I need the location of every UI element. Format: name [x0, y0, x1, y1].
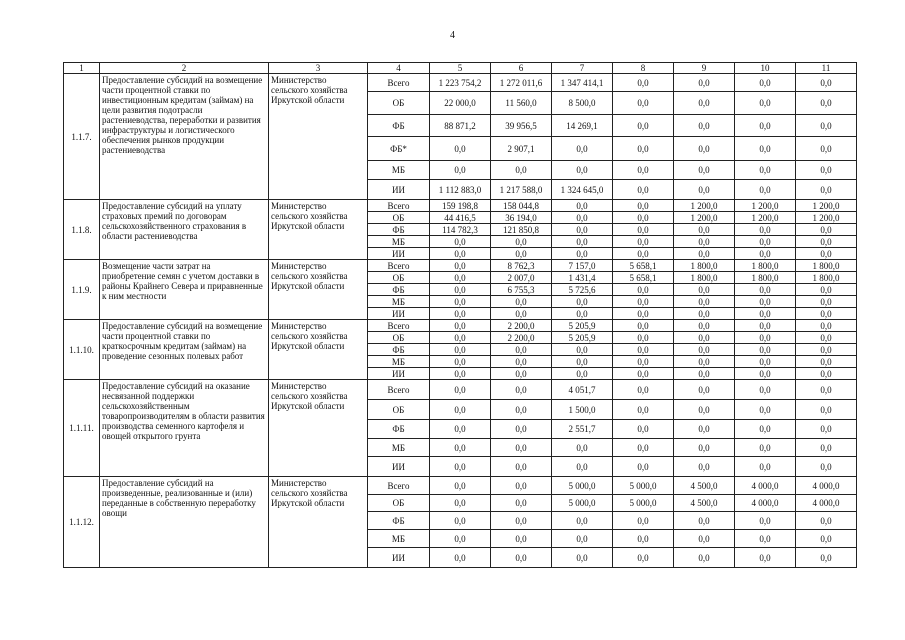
- amount-cell: 0,0: [796, 439, 857, 457]
- amount-cell: 0,0: [735, 92, 796, 115]
- amount-cell: 0,0: [491, 161, 552, 180]
- amount-cell: 0,0: [491, 420, 552, 439]
- amount-cell: 0,0: [430, 530, 491, 548]
- funding-source: ФБ: [368, 420, 430, 439]
- header-cell: 4: [368, 63, 430, 74]
- amount-cell: 0,0: [735, 380, 796, 400]
- amount-cell: 0,0: [613, 212, 674, 224]
- amount-cell: 1 217 588,0: [491, 180, 552, 200]
- responsible-org: Министерство сельского хозяйства Иркутской области: [269, 477, 368, 568]
- amount-cell: 0,0: [735, 356, 796, 368]
- amount-cell: 0,0: [430, 548, 491, 568]
- amount-cell: 0,0: [796, 332, 857, 344]
- amount-cell: 1 324 645,0: [552, 180, 613, 200]
- amount-cell: 0,0: [796, 284, 857, 296]
- amount-cell: 0,0: [430, 439, 491, 457]
- amount-cell: 0,0: [735, 368, 796, 380]
- amount-cell: 0,0: [796, 380, 857, 400]
- amount-cell: 5 725,6: [552, 284, 613, 296]
- amount-cell: 0,0: [613, 356, 674, 368]
- amount-cell: 1 272 011,6: [491, 74, 552, 92]
- amount-cell: 0,0: [674, 161, 735, 180]
- responsible-org: Министерство сельского хозяйства Иркутской области: [269, 320, 368, 380]
- amount-cell: 4 000,0: [796, 477, 857, 495]
- header-cell: 6: [491, 63, 552, 74]
- amount-cell: 0,0: [796, 224, 857, 236]
- amount-cell: 5 205,9: [552, 320, 613, 332]
- amount-cell: 8 762,3: [491, 260, 552, 272]
- amount-cell: 0,0: [430, 248, 491, 260]
- amount-cell: 0,0: [613, 236, 674, 248]
- amount-cell: 0,0: [491, 477, 552, 495]
- amount-cell: 0,0: [552, 457, 613, 477]
- header-row: [64, 63, 857, 74]
- funding-source: ИИ: [368, 308, 430, 320]
- amount-cell: 0,0: [430, 495, 491, 512]
- amount-cell: 22 000,0: [430, 92, 491, 115]
- amount-cell: 0,0: [674, 344, 735, 356]
- amount-cell: 114 782,3: [430, 224, 491, 236]
- amount-cell: 1 200,0: [796, 200, 857, 212]
- amount-cell: 7 157,0: [552, 260, 613, 272]
- funding-source: ОБ: [368, 495, 430, 512]
- table-row: [64, 74, 857, 92]
- responsible-org: Министерство сельского хозяйства Иркутской области: [269, 74, 368, 200]
- amount-cell: 0,0: [430, 296, 491, 308]
- amount-cell: 0,0: [613, 308, 674, 320]
- amount-cell: 44 416,5: [430, 212, 491, 224]
- amount-cell: 0,0: [796, 400, 857, 420]
- amount-cell: 0,0: [674, 296, 735, 308]
- item-number: 1.1.10.: [64, 320, 100, 380]
- amount-cell: 0,0: [613, 92, 674, 115]
- amount-cell: 0,0: [430, 477, 491, 495]
- amount-cell: 0,0: [491, 548, 552, 568]
- amount-cell: 5 000,0: [613, 477, 674, 495]
- amount-cell: 1 800,0: [796, 260, 857, 272]
- amount-cell: 0,0: [491, 236, 552, 248]
- responsible-org: Министерство сельского хозяйства Иркутской области: [269, 200, 368, 260]
- amount-cell: 0,0: [613, 457, 674, 477]
- amount-cell: 0,0: [491, 308, 552, 320]
- amount-cell: 0,0: [674, 74, 735, 92]
- amount-cell: 0,0: [674, 236, 735, 248]
- amount-cell: 0,0: [796, 137, 857, 161]
- header-cell: 8: [613, 63, 674, 74]
- measure-name: Предоставление субсидий на уплату страховых премий по договорам сельскохозяйственного страхования в области растениеводства: [100, 200, 269, 260]
- amount-cell: 0,0: [735, 420, 796, 439]
- amount-cell: 0,0: [735, 308, 796, 320]
- funding-source: ОБ: [368, 212, 430, 224]
- amount-cell: 0,0: [796, 530, 857, 548]
- amount-cell: 0,0: [735, 332, 796, 344]
- amount-cell: 0,0: [674, 180, 735, 200]
- amount-cell: 0,0: [613, 332, 674, 344]
- amount-cell: 2 200,0: [491, 320, 552, 332]
- amount-cell: 0,0: [613, 530, 674, 548]
- funding-source: МБ: [368, 439, 430, 457]
- amount-cell: 39 956,5: [491, 115, 552, 137]
- funding-source: МБ: [368, 296, 430, 308]
- amount-cell: 121 850,8: [491, 224, 552, 236]
- amount-cell: 0,0: [735, 115, 796, 137]
- amount-cell: 1 800,0: [796, 272, 857, 284]
- amount-cell: 0,0: [796, 115, 857, 137]
- amount-cell: 5 000,0: [552, 477, 613, 495]
- amount-cell: 1 200,0: [674, 200, 735, 212]
- funding-source: ФБ: [368, 512, 430, 530]
- amount-cell: 0,0: [491, 356, 552, 368]
- amount-cell: 0,0: [674, 439, 735, 457]
- amount-cell: 0,0: [674, 137, 735, 161]
- amount-cell: 0,0: [674, 92, 735, 115]
- funding-source: МБ: [368, 530, 430, 548]
- amount-cell: 159 198,8: [430, 200, 491, 212]
- amount-cell: 0,0: [552, 344, 613, 356]
- funding-source: Всего: [368, 74, 430, 92]
- amount-cell: 0,0: [613, 548, 674, 568]
- funding-source: ОБ: [368, 272, 430, 284]
- item-number: 1.1.11.: [64, 380, 100, 477]
- amount-cell: 0,0: [552, 236, 613, 248]
- amount-cell: 4 500,0: [674, 495, 735, 512]
- funding-source: ИИ: [368, 180, 430, 200]
- funding-source: ФБ*: [368, 137, 430, 161]
- amount-cell: 0,0: [796, 308, 857, 320]
- amount-cell: 0,0: [796, 180, 857, 200]
- amount-cell: 0,0: [796, 457, 857, 477]
- amount-cell: 0,0: [674, 248, 735, 260]
- amount-cell: 5 000,0: [552, 495, 613, 512]
- amount-cell: 0,0: [613, 180, 674, 200]
- amount-cell: 0,0: [674, 420, 735, 439]
- amount-cell: 0,0: [491, 368, 552, 380]
- amount-cell: 0,0: [796, 368, 857, 380]
- amount-cell: 0,0: [430, 332, 491, 344]
- amount-cell: 1 347 414,1: [552, 74, 613, 92]
- amount-cell: 0,0: [552, 548, 613, 568]
- funding-source: Всего: [368, 320, 430, 332]
- amount-cell: 0,0: [430, 344, 491, 356]
- amount-cell: 0,0: [430, 137, 491, 161]
- amount-cell: 1 200,0: [674, 212, 735, 224]
- amount-cell: 1 431,4: [552, 272, 613, 284]
- header-cell: 1: [64, 63, 100, 74]
- funding-source: Всего: [368, 260, 430, 272]
- header-cell: 9: [674, 63, 735, 74]
- amount-cell: 0,0: [735, 400, 796, 420]
- amount-cell: 0,0: [552, 224, 613, 236]
- funding-source: Всего: [368, 477, 430, 495]
- amount-cell: 0,0: [430, 260, 491, 272]
- amount-cell: 0,0: [552, 356, 613, 368]
- item-number: 1.1.9.: [64, 260, 100, 320]
- amount-cell: 0,0: [796, 344, 857, 356]
- amount-cell: 0,0: [552, 530, 613, 548]
- funding-source: ИИ: [368, 457, 430, 477]
- measure-name: Предоставление субсидий на оказание несвязанной поддержки сельскохозяйственным товаропроизводителям в области развития производства семенного картофеля и овощей открытого грунта: [100, 380, 269, 477]
- amount-cell: 8 500,0: [552, 92, 613, 115]
- amount-cell: 0,0: [430, 284, 491, 296]
- amount-cell: 0,0: [674, 115, 735, 137]
- amount-cell: 0,0: [613, 400, 674, 420]
- amount-cell: 0,0: [613, 200, 674, 212]
- measure-name: Предоставление субсидий на возмещение части процентной ставки по краткосрочным кредитам (займам) на проведение сезонных полевых работ: [100, 320, 269, 380]
- header-cell: 11: [796, 63, 857, 74]
- amount-cell: 0,0: [735, 344, 796, 356]
- header-cell: 7: [552, 63, 613, 74]
- amount-cell: 0,0: [430, 380, 491, 400]
- amount-cell: 0,0: [735, 236, 796, 248]
- amount-cell: 4 500,0: [674, 477, 735, 495]
- amount-cell: 0,0: [491, 439, 552, 457]
- amount-cell: 0,0: [430, 308, 491, 320]
- amount-cell: 6 755,3: [491, 284, 552, 296]
- amount-cell: 0,0: [491, 344, 552, 356]
- amount-cell: 0,0: [430, 400, 491, 420]
- amount-cell: 1 200,0: [735, 212, 796, 224]
- amount-cell: 0,0: [491, 380, 552, 400]
- amount-cell: 0,0: [491, 530, 552, 548]
- amount-cell: 0,0: [735, 530, 796, 548]
- amount-cell: 2 007,0: [491, 272, 552, 284]
- table-row: [64, 200, 857, 212]
- funding-source: МБ: [368, 356, 430, 368]
- program-table: [63, 62, 857, 568]
- amount-cell: 0,0: [430, 320, 491, 332]
- amount-cell: 0,0: [613, 161, 674, 180]
- measure-name: Предоставление субсидий на возмещение части процентной ставки по инвестиционным кредитам (займам) на цели развития подотрасли растениеводства, переработки и развития инфраструктуры и логистического обеспечения рынков продукции растениеводства: [100, 74, 269, 200]
- amount-cell: 0,0: [796, 420, 857, 439]
- item-number: 1.1.8.: [64, 200, 100, 260]
- amount-cell: 0,0: [674, 308, 735, 320]
- amount-cell: 0,0: [613, 284, 674, 296]
- funding-source: ИИ: [368, 548, 430, 568]
- header-cell: 2: [100, 63, 269, 74]
- amount-cell: 0,0: [796, 161, 857, 180]
- item-number: 1.1.7.: [64, 74, 100, 200]
- amount-cell: 0,0: [674, 380, 735, 400]
- funding-source: ФБ: [368, 224, 430, 236]
- funding-source: ОБ: [368, 400, 430, 420]
- amount-cell: 0,0: [430, 368, 491, 380]
- amount-cell: 88 871,2: [430, 115, 491, 137]
- amount-cell: 0,0: [430, 236, 491, 248]
- page-number: 4: [450, 30, 455, 41]
- amount-cell: 0,0: [735, 161, 796, 180]
- amount-cell: 0,0: [613, 380, 674, 400]
- amount-cell: 0,0: [613, 115, 674, 137]
- amount-cell: 0,0: [735, 137, 796, 161]
- amount-cell: 2 551,7: [552, 420, 613, 439]
- amount-cell: 0,0: [491, 400, 552, 420]
- amount-cell: 0,0: [674, 332, 735, 344]
- amount-cell: 0,0: [674, 320, 735, 332]
- funding-source: ФБ: [368, 344, 430, 356]
- amount-cell: 0,0: [735, 248, 796, 260]
- header-cell: 3: [269, 63, 368, 74]
- amount-cell: 2 200,0: [491, 332, 552, 344]
- amount-cell: 0,0: [613, 344, 674, 356]
- amount-cell: 4 000,0: [796, 495, 857, 512]
- header-cell: 5: [430, 63, 491, 74]
- funding-source: МБ: [368, 236, 430, 248]
- amount-cell: 0,0: [796, 296, 857, 308]
- amount-cell: 0,0: [613, 248, 674, 260]
- amount-cell: 0,0: [674, 457, 735, 477]
- funding-source: ОБ: [368, 92, 430, 115]
- amount-cell: 0,0: [552, 161, 613, 180]
- amount-cell: 0,0: [674, 224, 735, 236]
- amount-cell: 1 200,0: [735, 200, 796, 212]
- amount-cell: 0,0: [552, 137, 613, 161]
- amount-cell: 0,0: [674, 400, 735, 420]
- amount-cell: 5 658,1: [613, 272, 674, 284]
- amount-cell: 0,0: [674, 284, 735, 296]
- responsible-org: Министерство сельского хозяйства Иркутской области: [269, 380, 368, 477]
- amount-cell: 0,0: [613, 439, 674, 457]
- amount-cell: 4 051,7: [552, 380, 613, 400]
- funding-source: ИИ: [368, 248, 430, 260]
- funding-source: ОБ: [368, 332, 430, 344]
- amount-cell: 0,0: [674, 548, 735, 568]
- amount-cell: 0,0: [674, 512, 735, 530]
- responsible-org: Министерство сельского хозяйства Иркутской области: [269, 260, 368, 320]
- funding-source: Всего: [368, 380, 430, 400]
- amount-cell: 0,0: [796, 512, 857, 530]
- amount-cell: 0,0: [552, 439, 613, 457]
- amount-cell: 0,0: [735, 296, 796, 308]
- amount-cell: 5 658,1: [613, 260, 674, 272]
- funding-source: ФБ: [368, 284, 430, 296]
- measure-name: Предоставление субсидий на произведенные, реализованные и (или) переданные в собственную переработку овощи: [100, 477, 269, 568]
- amount-cell: 1 223 754,2: [430, 74, 491, 92]
- amount-cell: 11 560,0: [491, 92, 552, 115]
- amount-cell: 158 044,8: [491, 200, 552, 212]
- amount-cell: 0,0: [613, 320, 674, 332]
- amount-cell: 5 000,0: [613, 495, 674, 512]
- amount-cell: 0,0: [735, 439, 796, 457]
- amount-cell: 0,0: [552, 296, 613, 308]
- amount-cell: 1 800,0: [735, 272, 796, 284]
- amount-cell: 0,0: [613, 137, 674, 161]
- amount-cell: 0,0: [491, 457, 552, 477]
- amount-cell: 1 800,0: [674, 260, 735, 272]
- amount-cell: 0,0: [613, 74, 674, 92]
- amount-cell: 0,0: [735, 457, 796, 477]
- funding-source: ФБ: [368, 115, 430, 137]
- table-row: [64, 477, 857, 495]
- table-row: [64, 380, 857, 400]
- amount-cell: 1 800,0: [735, 260, 796, 272]
- amount-cell: 0,0: [552, 248, 613, 260]
- amount-cell: 4 000,0: [735, 477, 796, 495]
- amount-cell: 0,0: [430, 161, 491, 180]
- amount-cell: 0,0: [430, 420, 491, 439]
- amount-cell: 1 500,0: [552, 400, 613, 420]
- amount-cell: 0,0: [430, 457, 491, 477]
- amount-cell: 0,0: [430, 272, 491, 284]
- amount-cell: 0,0: [674, 368, 735, 380]
- funding-source: Всего: [368, 200, 430, 212]
- amount-cell: 0,0: [735, 284, 796, 296]
- amount-cell: 0,0: [735, 548, 796, 568]
- amount-cell: 0,0: [613, 420, 674, 439]
- amount-cell: 0,0: [796, 74, 857, 92]
- measure-name: Возмещение части затрат на приобретение семян с учетом доставки в районы Крайнего Севера и приравненные к ним местности: [100, 260, 269, 320]
- amount-cell: 0,0: [430, 356, 491, 368]
- amount-cell: 0,0: [613, 368, 674, 380]
- amount-cell: 0,0: [552, 308, 613, 320]
- amount-cell: 0,0: [613, 512, 674, 530]
- header-cell: 10: [735, 63, 796, 74]
- amount-cell: 4 000,0: [735, 495, 796, 512]
- amount-cell: 1 800,0: [674, 272, 735, 284]
- amount-cell: 0,0: [796, 236, 857, 248]
- item-number: 1.1.12.: [64, 477, 100, 568]
- funding-source: МБ: [368, 161, 430, 180]
- amount-cell: 0,0: [735, 320, 796, 332]
- amount-cell: 0,0: [735, 224, 796, 236]
- amount-cell: 0,0: [613, 224, 674, 236]
- amount-cell: 0,0: [796, 548, 857, 568]
- amount-cell: 0,0: [491, 495, 552, 512]
- amount-cell: 0,0: [491, 512, 552, 530]
- amount-cell: 0,0: [552, 212, 613, 224]
- funding-source: ИИ: [368, 368, 430, 380]
- amount-cell: 36 194,0: [491, 212, 552, 224]
- amount-cell: 5 205,9: [552, 332, 613, 344]
- amount-cell: 0,0: [796, 92, 857, 115]
- amount-cell: 0,0: [796, 320, 857, 332]
- amount-cell: 0,0: [430, 512, 491, 530]
- amount-cell: 0,0: [491, 248, 552, 260]
- amount-cell: 0,0: [674, 530, 735, 548]
- amount-cell: 0,0: [552, 512, 613, 530]
- table-row: [64, 260, 857, 272]
- amount-cell: 14 269,1: [552, 115, 613, 137]
- amount-cell: 1 200,0: [796, 212, 857, 224]
- amount-cell: 0,0: [552, 200, 613, 212]
- amount-cell: 0,0: [735, 512, 796, 530]
- amount-cell: 0,0: [674, 356, 735, 368]
- amount-cell: 1 112 883,0: [430, 180, 491, 200]
- amount-cell: 0,0: [796, 356, 857, 368]
- amount-cell: 0,0: [491, 296, 552, 308]
- amount-cell: 0,0: [552, 368, 613, 380]
- amount-cell: 2 907,1: [491, 137, 552, 161]
- table-row: [64, 320, 857, 332]
- amount-cell: 0,0: [735, 180, 796, 200]
- amount-cell: 0,0: [613, 296, 674, 308]
- amount-cell: 0,0: [735, 74, 796, 92]
- amount-cell: 0,0: [796, 248, 857, 260]
